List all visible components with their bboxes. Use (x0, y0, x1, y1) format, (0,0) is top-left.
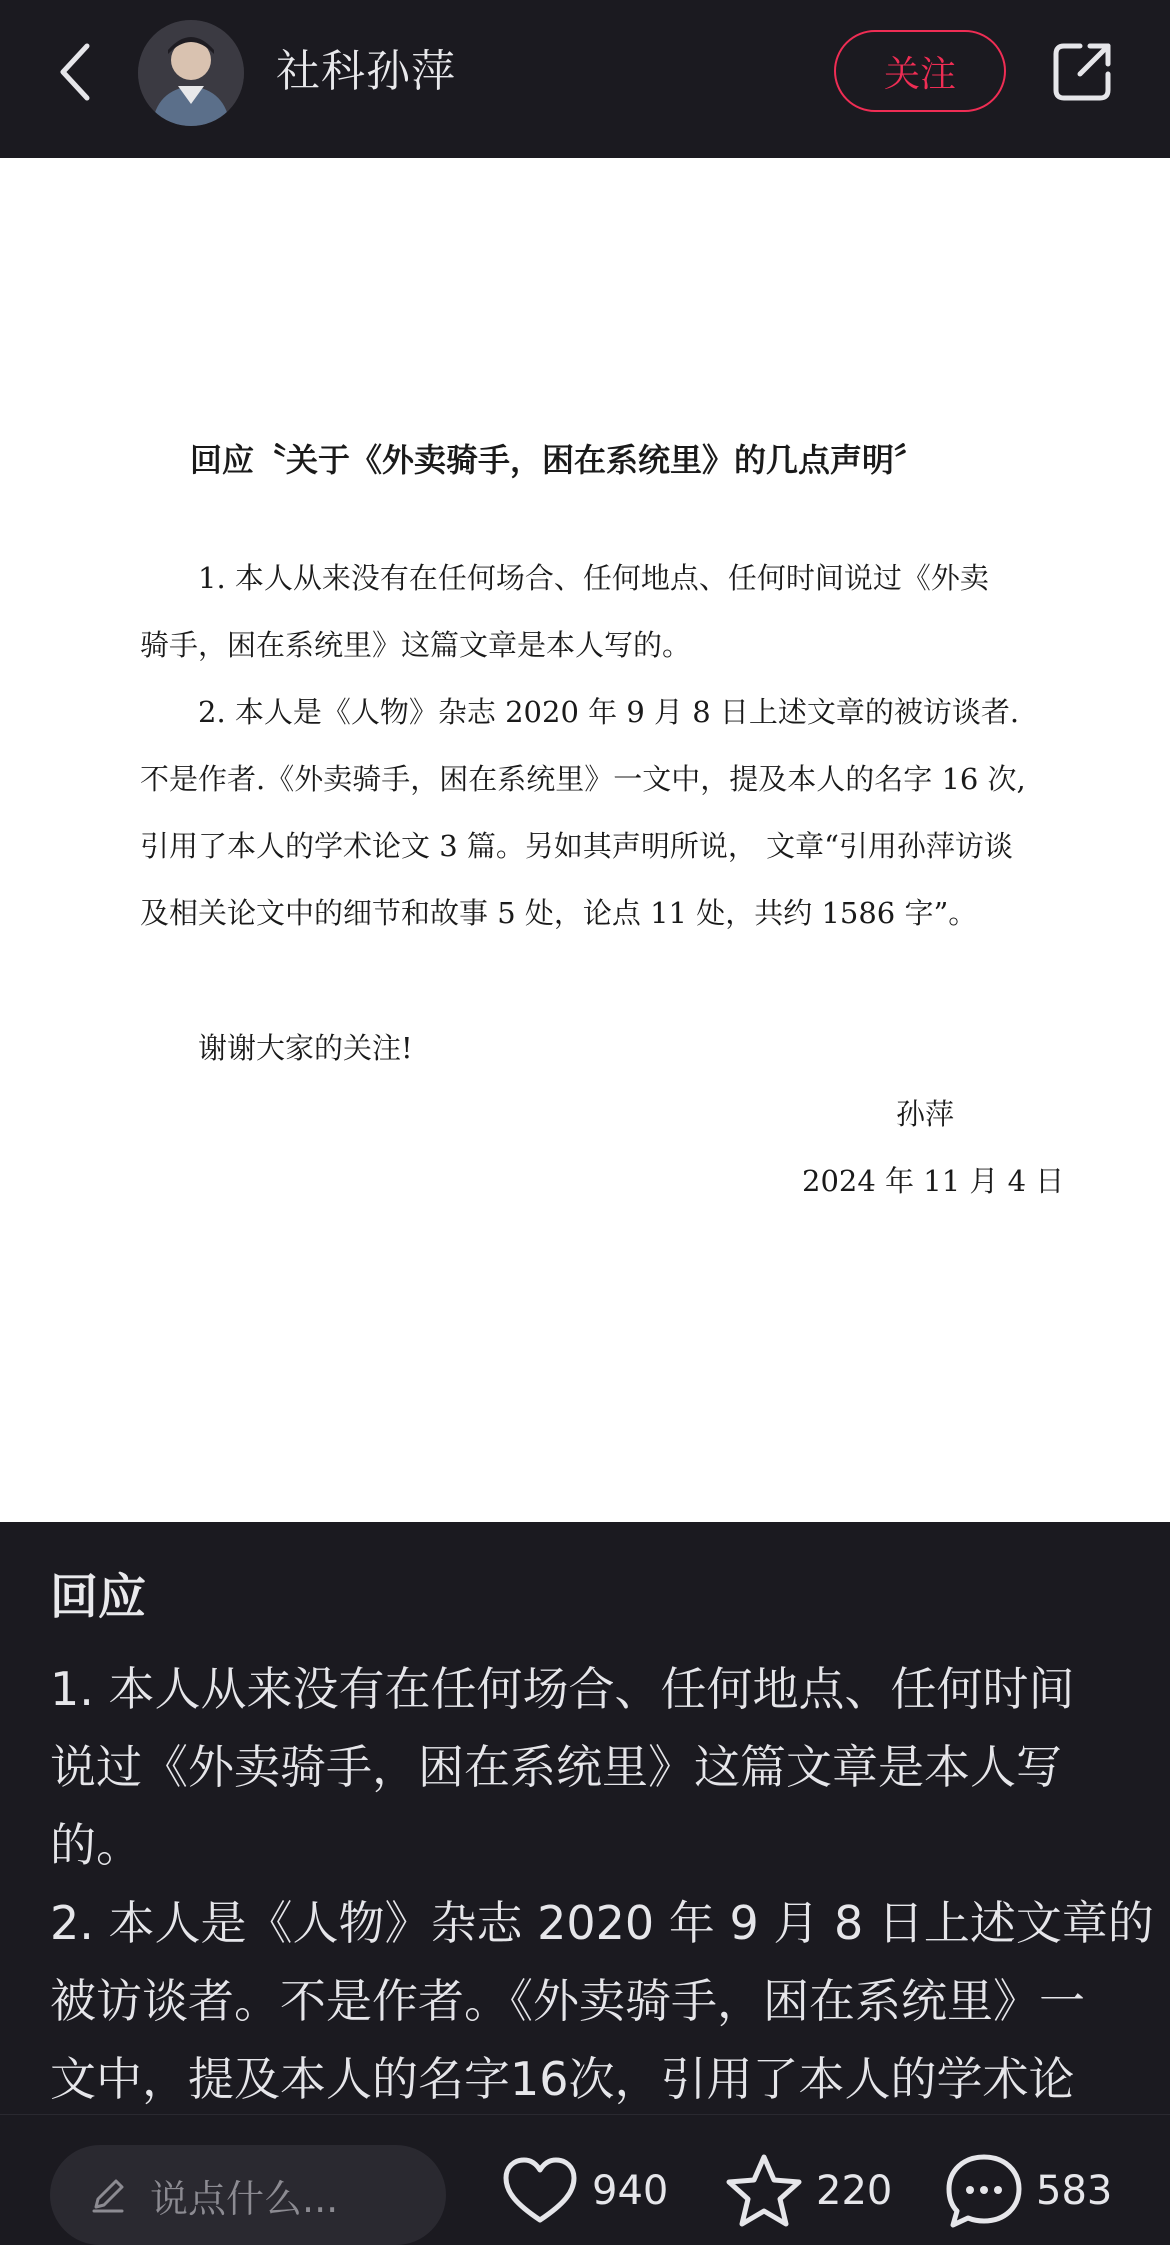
like-count: 940 (592, 2168, 669, 2214)
caption-title: 回应 (50, 1569, 147, 1625)
document-line: 及相关论文中的细节和故事 5 处，论点 11 处，共约 1586 字”。 (140, 896, 978, 930)
document-line: 引用了本人的学术论文 3 篇。另如其声明所说， 文章“引用孙萍访谈 (140, 829, 1013, 863)
caption-line: 2. 本人是《人物》杂志 2020 年 9 月 8 日上述文章的 (50, 1896, 1154, 1950)
caption-line: 文中，提及本人的名字16次，引用了本人的学术论 (50, 2052, 1075, 2106)
post-image-document[interactable] (0, 158, 1170, 1522)
document-thanks: 谢谢大家的关注! (198, 1031, 413, 1065)
document-line: 1. 本人从来没有在任何场合、任何地点、任何时间说过《外卖 (198, 561, 989, 595)
document-line: 不是作者.《外卖骑手，困在系统里》一文中，提及本人的名字 16 次, (140, 762, 1026, 796)
comment-button[interactable] (944, 2151, 1112, 2231)
top-navbar (0, 0, 1170, 158)
comment-count: 583 (1036, 2168, 1113, 2214)
post-caption (0, 1522, 1170, 2114)
heart-icon (500, 2151, 580, 2231)
favorite-count: 220 (816, 2168, 893, 2214)
comment-placeholder: 说点什么... (150, 2176, 339, 2221)
comment-bubble-icon (944, 2151, 1024, 2231)
star-icon (724, 2151, 804, 2231)
avatar-image (138, 20, 244, 126)
document-date: 2024 年 11 月 4 日 (802, 1164, 1065, 1198)
favorite-button[interactable] (724, 2151, 892, 2231)
share-external-icon (1050, 40, 1114, 104)
follow-button[interactable]: 关注 (834, 30, 1006, 112)
chevron-left-icon (55, 40, 95, 104)
document-title: 回应〝关于《外卖骑手，困在系统里》的几点声明〞 (190, 441, 927, 479)
document-line: 2. 本人是《人物》杂志 2020 年 9 月 8 日上述文章的被访谈者. (198, 695, 1020, 729)
author-name[interactable]: 社科孙萍 (276, 46, 456, 97)
caption-line: 被访谈者。不是作者。《外卖骑手，困在系统里》一 (50, 1974, 1085, 2028)
avatar[interactable] (138, 20, 244, 126)
share-button[interactable] (1046, 36, 1118, 108)
document-signature: 孙萍 (896, 1097, 955, 1131)
comment-input[interactable] (50, 2145, 446, 2245)
caption-line: 1. 本人从来没有在任何场合、任何地点、任何时间 (50, 1662, 1075, 1716)
caption-line: 的。 (50, 1818, 142, 1872)
like-button[interactable] (500, 2151, 668, 2231)
caption-line: 说过《外卖骑手，困在系统里》这篇文章是本人写 (50, 1740, 1062, 1794)
bottom-action-bar (0, 2114, 1170, 2238)
document-line: 骑手，困在系统里》这篇文章是本人写的。 (140, 628, 692, 662)
back-button[interactable] (40, 32, 110, 112)
pencil-icon (86, 2173, 130, 2217)
